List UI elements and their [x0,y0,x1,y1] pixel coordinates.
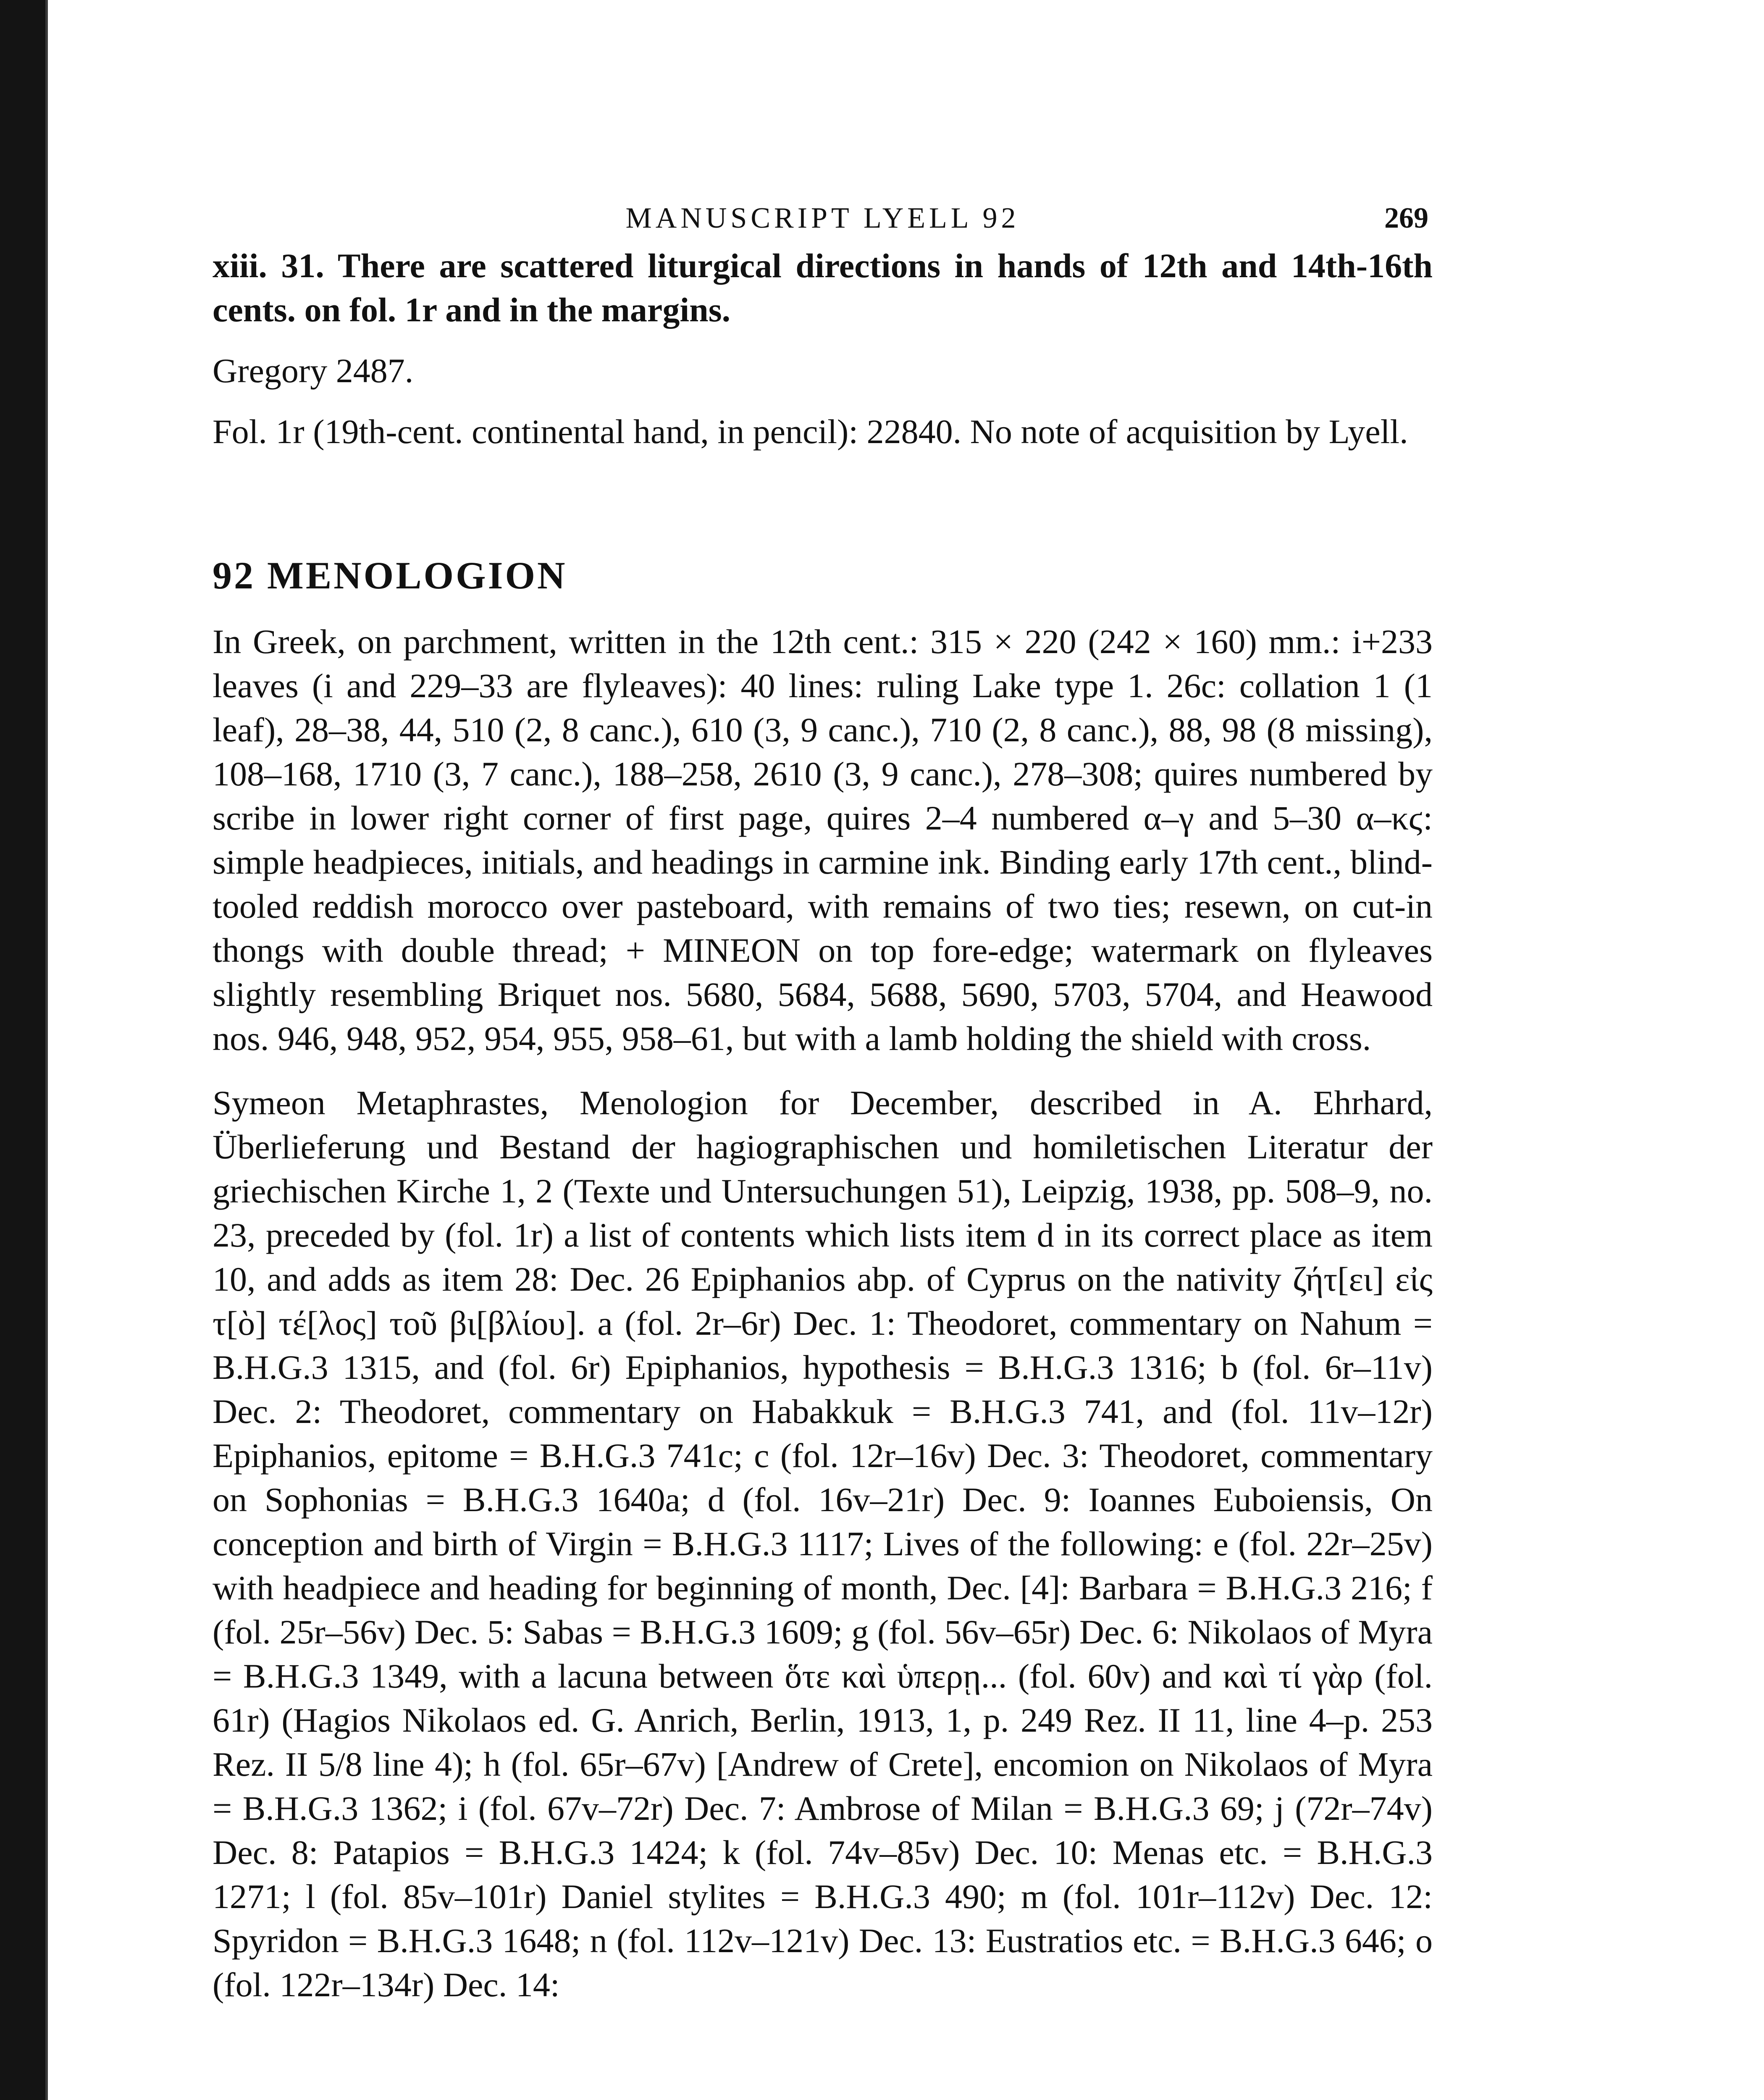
contents-description: Symeon Metaphrastes, Menologion for December, described in A. Ehrhard, Überlieferung und Bestand der hagiographischen und homiletischen Literatur der griechischen Kirche 1, 2 (Texte und Untersuchungen 51), Leipzig, 1938, pp. 508–9, no. 23, preceded by (fol. 1r) a list of contents which lists item d in its correct place as item 10, and adds as item 28: Dec. 26 Epiphanios abp. of Cyprus on the nativity ζήτ[ει] εἰς τ[ὸ] τέ[λος] τοῦ βι[βλίου]. a (fol. 2r–6r) Dec. 1: Theodoret, commentary on Nahum = B.H.G.3 1315, and (fol. 6r) Epiphanios, hypothesis = B.H.G.3 1316; b (fol. 6r–11v) Dec. 2: Theodoret, commentary on Habakkuk = B.H.G.3 741, and (fol. 11v–12r) Epiphanios, epitome = B.H.G.3 741c; c (fol. 12r–16v) Dec. 3: Theodoret, commentary on Sophonias = B.H.G.3 1640a; d (fol. 16v–21r) Dec. 9: Ioannes Euboiensis, On conception and birth of Virgin = B.H.G.3 1117; Lives of the following: e (fol. 22r–25v) with headpiece and heading for beginning of month, Dec. [4]: Barbara = B.H.G.3 216; f (fol. 25r–56v) Dec. 5: Sabas = B.H.G.3 1609; g (fol. 56v–65r) Dec. 6: Nikolaos of Myra = B.H.G.3 1349, with a lacuna between ὅτε καὶ ὑπερῃ... (fol. 60v) and καὶ τί γὰρ (fol. 61r) (Hagios Nikolaos ed. G. Anrich, Berlin, 1913, 1, p. 249 Rez. II 11, line 4–p. 253 Rez. II 5/8 line 4); h (fol. 65r–67v) [Andrew of Crete], encomion on Nikolaos of Myra = B.H.G.3 1362; i (fol. 67v–72r) Dec. 7: Ambrose of Milan = B.H.G.3 69; j (72r–74v) Dec. 8: Patapios = B.H.G.3 1424; k (fol. 74v–85v) Dec. 10: Menas etc. = B.H.G.3 1271; l (fol. 85v–101r) Daniel stylites = B.H.G.3 490; m (fol. 101r–112v) Dec. 12: Spyridon = B.H.G.3 1648; n (fol. 112v–121v) Dec. 13: Eustratios etc. = B.H.G.3 646; o (fol. 122r–134r) Dec. 14: [213,1084,1433,2004]
intro-paragraph: xiii. 31. There are scattered liturgical directions in hands of 12th and 14th-16th cents. on fol. 1r and in the margins. [213,247,1433,329]
scan-edge-left-highlight [45,0,48,2100]
running-title: MANUSCRIPT LYELL 92 [625,202,1020,234]
page-number: 269 [1384,202,1428,234]
section-number: 92 [213,554,255,597]
gregory-reference: Gregory 2487. [213,352,414,390]
folio-note: Fol. 1r (19th-cent. continental hand, in pencil): 22840. No note of acquisition by Lyell. [213,412,1408,451]
page-content [213,193,1433,2007]
scan-edge-left [0,0,45,2100]
physical-description: In Greek, on parchment, written in the 12th cent.: 315 × 220 (242 × 160) mm.: i+233 leaves (i and 229–33 are flyleaves): 40 lines: ruling Lake type 1. 26c: collation 1 (1 leaf), 28–38, 44, 510 (2, 8 canc.), 610 (3, 9 canc.), 710 (2, 8 canc.), 88, 98 (8 missing), 108–168, 1710 (3, 7 canc.), 188–258, 2610 (3, 9 canc.), 278–308; quires numbered by scribe in lower right corner of first page, quires 2–4 numbered α–γ and 5–30 α–κϛ: simple headpieces, initials, and headings in carmine ink. Binding early 17th cent., blind-tooled reddish morocco over pasteboard, with remains of two ties; resewn, on cut-in thongs with double thread; + MINEON on top fore-edge; watermark on flyleaves slightly resembling Briquet nos. 5680, 5684, 5688, 5690, 5703, 5704, and Heawood nos. 946, 948, 952, 954, 955, 958–61, but with a lamb holding the shield with cross. [213,622,1433,1058]
running-head [213,193,1433,244]
section-heading [213,550,1433,601]
section-title: MENOLOGION [267,554,567,597]
